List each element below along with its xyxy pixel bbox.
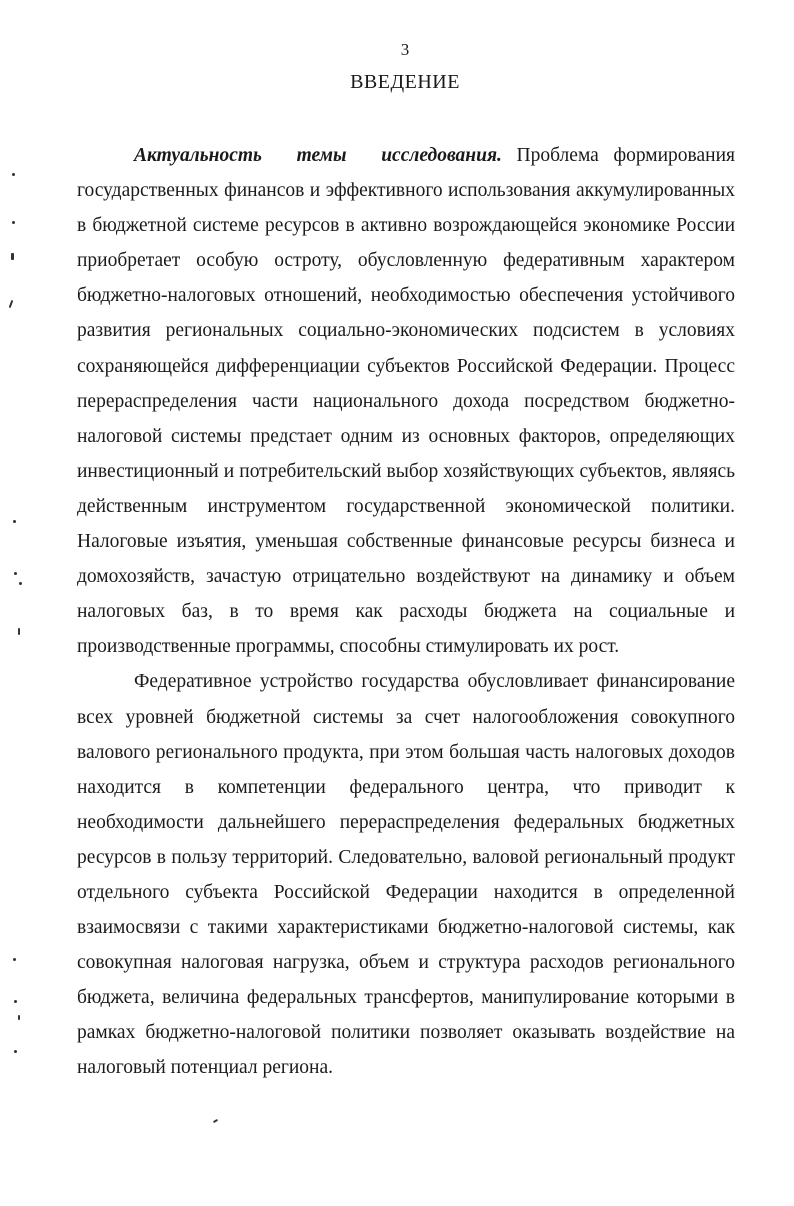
scan-speck	[9, 300, 14, 308]
body-text	[77, 138, 735, 1086]
scan-speck	[13, 958, 16, 961]
scan-speck	[12, 173, 15, 176]
page-number: 3	[400, 40, 410, 59]
scan-speck	[12, 221, 15, 224]
paragraph-2	[77, 664, 735, 1085]
scan-speck	[213, 1119, 218, 1123]
page-title: ВВЕДЕНИЕ	[350, 71, 460, 93]
paragraph-lead: Актуальность темы исследования.	[134, 145, 502, 166]
scan-speck	[14, 1000, 17, 1003]
paragraph-1-text: Проблема формирования государственных финансов и эффективного использования аккумулированных в бюджетной системе ресурсов в активно возрождающейся экономике России приобретает особую остроту, обусловленную федеративным характером бюджетно-налоговых отношений, необходимостью обеспечения устойчивого развития региональных социально-экономических подсистем в условиях сохраняющейся дифференциации субъектов Российской Федерации. Процесс перераспределения части национального дохода посредством бюджетно-налоговой системы предстает одним из основных факторов, определяющих инвестиционный и потребительский выбор хозяйствующих субъектов, являясь действенным инструментом государственной экономической политики. Налоговые изъятия, уменьшая собственные финансовые ресурсы бизнеса и домохозяйств, зачастую отрицательно воздействуют на динамику и объем налоговых баз, в то время как расходы бюджета на социальные и производственные программы, способны стимулировать их рост.	[77, 145, 736, 658]
scan-speck	[18, 1015, 20, 1020]
scan-speck	[14, 1050, 17, 1053]
scan-speck	[11, 253, 14, 260]
paragraph-1	[77, 138, 735, 664]
paragraph-2-text: Федеративное устройство государства обусловливает финансирование всех уровней бюджетной системы за счет налогообложения совокупного валового регионального продукта, при этом большая часть налоговых доходов находится в компетенции федерального центра, что приводит к необходимости дальнейшего перераспределения федеральных бюджетных ресурсов в пользу территорий. Следовательно, валовой региональный продукт отдельного субъекта Российской Федерации находится в определенной взаимосвязи с такими характеристиками бюджетно-налоговой системы, как совокупная налоговая нагрузка, объем и структура расходов регионального бюджета, величина федеральных трансфертов, манипулирование которыми в рамках бюджетно-налоговой политики позволяет оказывать воздействие на налоговый потенциал региона.	[77, 671, 735, 1079]
scan-speck	[18, 628, 20, 635]
scan-speck	[19, 582, 22, 585]
scan-speck	[13, 520, 16, 523]
scan-speck	[14, 572, 17, 575]
